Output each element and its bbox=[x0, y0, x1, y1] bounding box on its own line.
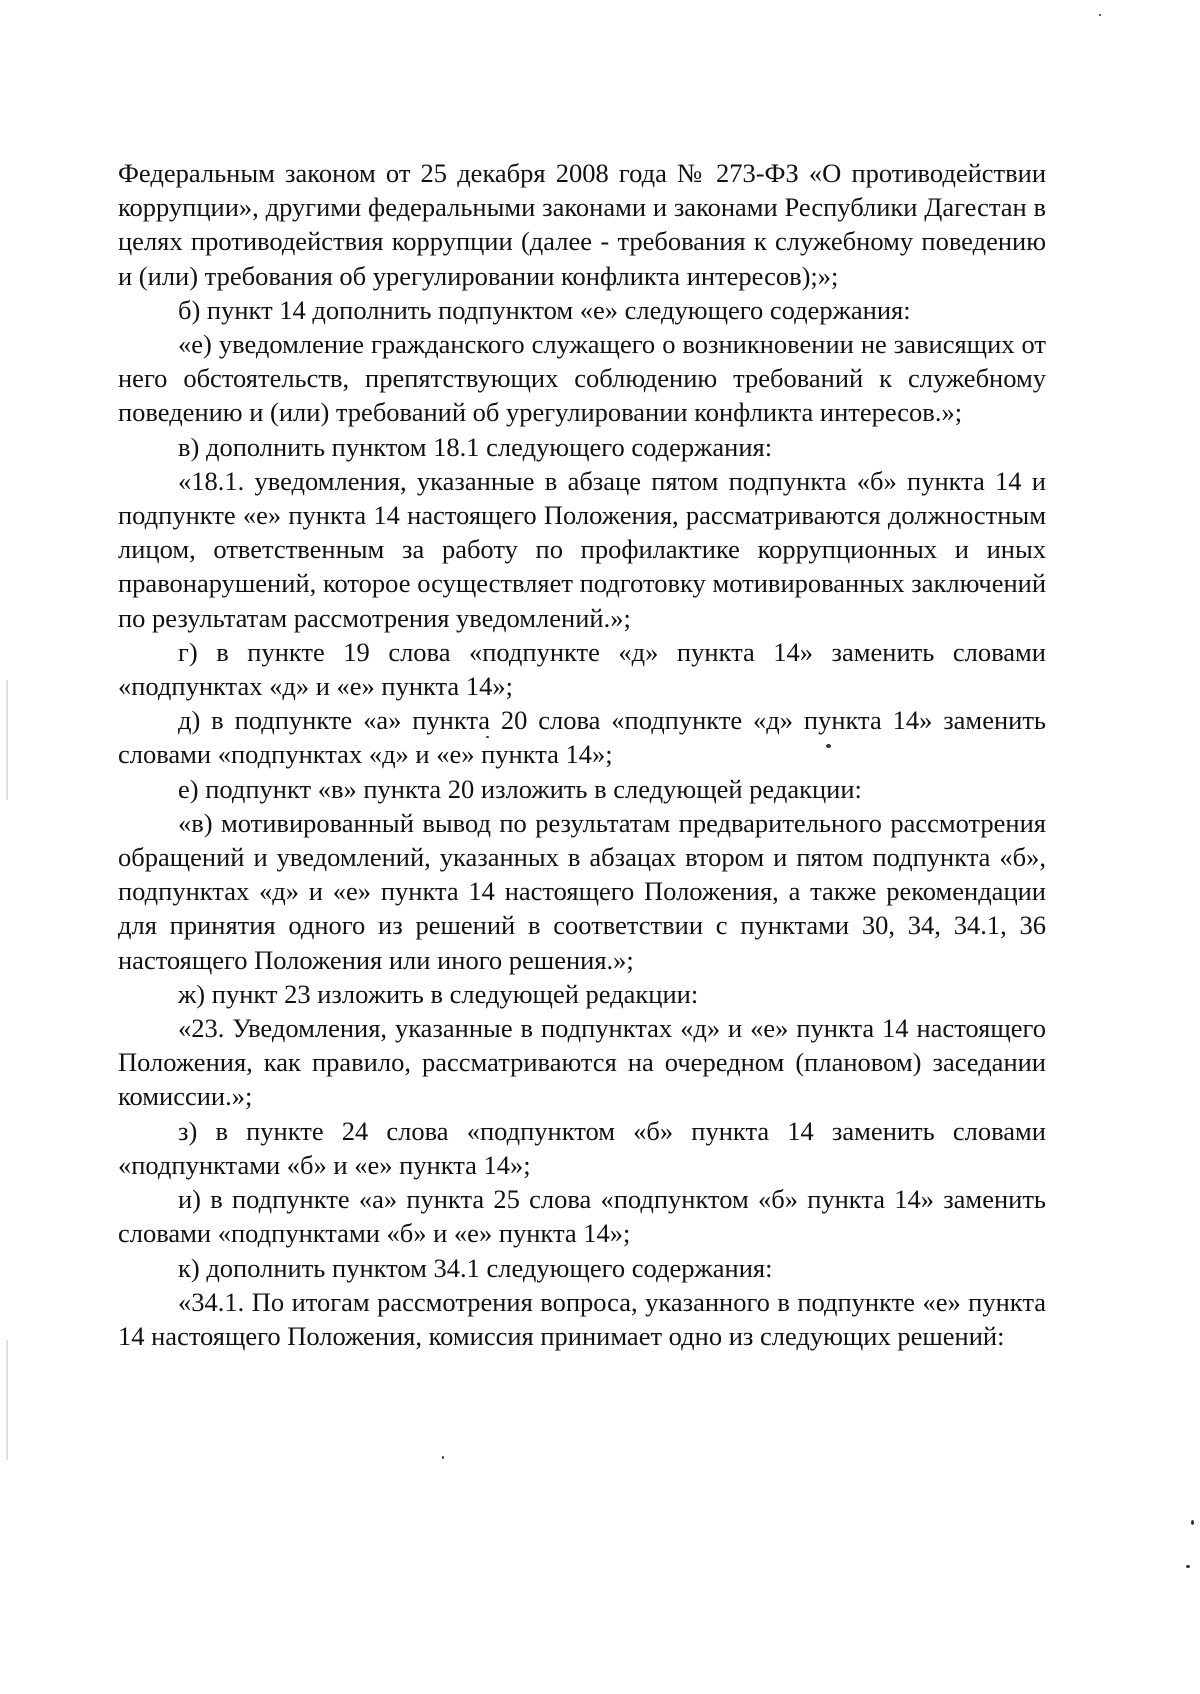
paragraph-item-e: е) подпункт «в» пункта 20 изложить в следующей редакции: bbox=[178, 773, 862, 804]
scan-speck bbox=[1099, 14, 1101, 16]
paragraph-item-zh: ж) пункт 23 изложить в следующей редакции: bbox=[178, 978, 699, 1009]
paragraph-item-23-text: «23. Уведомления, указанные в подпунктах «д» и «е» пункта 14 настоящего Положения, как правило, рассматриваются на очередном (плановом) заседании комиссии.»; bbox=[118, 1013, 1046, 1112]
document-body bbox=[118, 156, 1046, 1353]
paragraph-item-i: и) в подпункте «а» пункта 25 слова «подпунктом «б» пункта 14» заменить словами «подпунктами «б» и «е» пункта 14»; bbox=[118, 1184, 1046, 1249]
scan-edge-mark bbox=[6, 680, 8, 800]
scan-speck bbox=[826, 744, 831, 748]
paragraph-item-b: б) пункт 14 дополнить подпунктом «е» следующего содержания: bbox=[178, 294, 911, 325]
paragraph-item-k: к) дополнить пунктом 34.1 следующего содержания: bbox=[178, 1252, 773, 1283]
paragraph-subitem-e-text: «е) уведомление гражданского служащего о возникновении не зависящих от него обстоятельств, препятствующих соблюдению требований к служебному поведению и (или) требований об урегулировании конфликта интересов.»; bbox=[118, 329, 1046, 428]
scan-speck bbox=[442, 1456, 444, 1459]
paragraph-item-34-1-text: «34.1. По итогам рассмотрения вопроса, указанного в подпункте «е» пункта 14 настоящего Положения, комиссия принимает одно из следующих решений: bbox=[118, 1286, 1046, 1351]
paragraph-continuation: Федеральным законом от 25 декабря 2008 года № 273-ФЗ «О противодействии коррупции», другими федеральными законами и законами Республики Дагестан в целях противодействия коррупции (далее - требования к служебному поведению и (или) требования об урегулировании конфликта интересов);»; bbox=[118, 158, 1046, 291]
paragraph-item-d: д) в подпункте «а» пункта 20 слова «подпункте «д» пункта 14» заменить словами «подпунктах «д» и «е» пункта 14»; bbox=[118, 705, 1046, 770]
paragraph-item-g: г) в пункте 19 слова «подпункте «д» пункта 14» заменить словами «подпунктах «д» и «е» пункта 14»; bbox=[118, 636, 1046, 702]
scan-speck bbox=[486, 736, 489, 738]
paragraph-item-18-1-text: «18.1. уведомления, указанные в абзаце пятом подпункта «б» пункта 14 и подпункте «е» пункта 14 настоящего Положения, рассматриваются должностным лицом, ответственным за работу по профилактике коррупционных и иных правонарушений, которое осуществляет подготовку мотивированных заключений по результатам рассмотрения уведомлений.»; bbox=[118, 465, 1046, 633]
paragraph-item-v: в) дополнить пунктом 18.1 следующего содержания: bbox=[178, 431, 773, 462]
scan-speck bbox=[1191, 1520, 1194, 1525]
scan-speck bbox=[1186, 1565, 1190, 1568]
paragraph-subitem-v-text: «в) мотивированный вывод по результатам предварительного рассмотрения обращений и уведомлений, указанных в абзацах втором и пятом подпункта «б», подпунктах «д» и «е» пункта 14 настоящего Положения, а также рекомендации для принятия одного из решений в соответствии с пунктами 30, 34, 34.1, 36 настоящего Положения или иного решения.»; bbox=[118, 807, 1046, 975]
scan-edge-mark bbox=[6, 1340, 8, 1460]
paragraph-item-z: з) в пункте 24 слова «подпунктом «б» пункта 14 заменить словами «подпунктами «б» и «е» пункта 14»; bbox=[118, 1115, 1046, 1180]
